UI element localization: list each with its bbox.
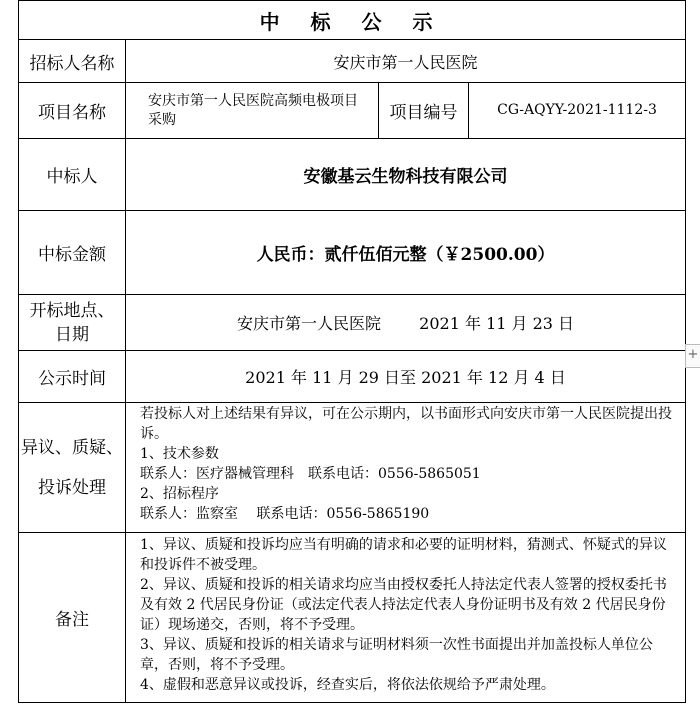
date-value: 2021 年 11 月 23 日 xyxy=(419,314,575,333)
notice-title: 中 标 公 示 xyxy=(19,1,686,40)
winner-label: 中标人 xyxy=(19,139,126,211)
notes-line: 4、虚假和恶意异议或投诉，经查实后，将依法依规给予严肃处理。 xyxy=(140,677,555,693)
objection-line: 若投标人对上述结果有异议，可在公示期内，以书面形式向安庆市第一人民医院提出投诉。 xyxy=(140,406,672,442)
place-value: 安庆市第一人民医院 xyxy=(236,314,381,333)
objection-label-line1: 异议、质疑、 xyxy=(21,437,123,458)
objection-label-line2: 投诉处理 xyxy=(38,477,106,498)
project-name-value: 安庆市第一人民医院高频电极项目采购 xyxy=(126,83,379,139)
objection-label xyxy=(19,403,126,533)
period-label: 公示时间 xyxy=(19,351,126,403)
notes-line: 2、异议、质疑和投诉的相关请求均应当由授权委托人持法定代表人签署的授权委托书及有效 2 代居民身份证（或法定代表人持法定代表人身份证明书及有效 2 代居民身份证）现场递交，否则，将不予受理。 xyxy=(140,577,667,633)
notes-line: 1、异议、质疑和投诉均应当有明确的请求和必要的证明材料，猜测式、怀疑式的异议和投诉件不被受理。 xyxy=(140,537,667,573)
amount-value: 人民币：贰仟伍佰元整（￥2500.00） xyxy=(126,211,686,295)
objection-line: 联系人：医疗器械管理科 联系电话：0556-5865051 xyxy=(140,466,481,482)
project-no-label: 项目编号 xyxy=(379,83,469,139)
place-date-label-line1: 开标地点、 xyxy=(29,300,115,321)
notes-content xyxy=(126,533,686,703)
objection-content xyxy=(126,403,686,533)
bid-notice-table xyxy=(18,0,686,703)
tenderer-label: 招标人名称 xyxy=(19,40,126,83)
place-date-label xyxy=(19,295,126,351)
objection-line: 2、招标程序 xyxy=(140,486,219,502)
amount-label: 中标金额 xyxy=(19,211,126,295)
tenderer-value: 安庆市第一人民医院 xyxy=(126,40,686,83)
winner-value: 安徽基云生物科技有限公司 xyxy=(126,139,686,211)
notes-label: 备注 xyxy=(19,533,126,703)
add-row-button[interactable]: + xyxy=(685,344,700,368)
period-value: 2021 年 11 月 29 日至 2021 年 12 月 4 日 xyxy=(126,351,686,403)
project-no-value: CG-AQYY-2021-1112-3 xyxy=(469,83,686,139)
project-name-label: 项目名称 xyxy=(19,83,126,139)
objection-line: 联系人：监察室 联系电话：0556-5865190 xyxy=(140,506,430,522)
objection-line: 1、技术参数 xyxy=(140,446,219,462)
place-date-label-line2: 日期 xyxy=(55,324,89,345)
place-date-value xyxy=(126,295,686,351)
notes-line: 3、异议、质疑和投诉的相关请求与证明材料须一次性书面提出并加盖投标人单位公章，否则，将不予受理。 xyxy=(140,637,653,673)
